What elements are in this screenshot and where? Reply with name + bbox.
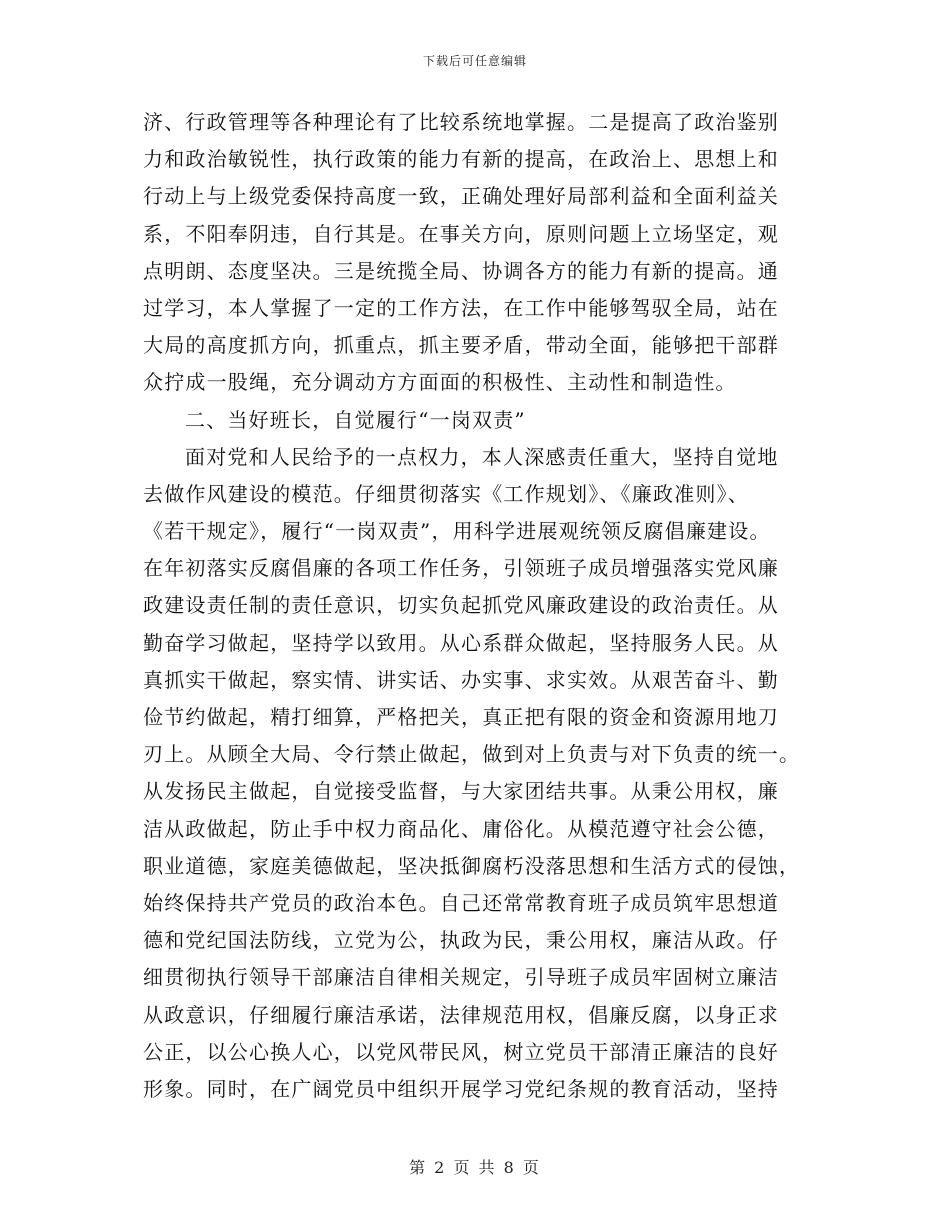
body-line: 力和政治敏锐性，执行政策的能力有新的提高，在政治上、思想上和 <box>143 147 779 172</box>
body-line: 面对党和人民给予的一点权力，本人深感责任重大，坚持自觉地 <box>185 444 779 469</box>
body-line: 政建设责任制的责任意识，切实负起抓党风廉政建设的政治责任。从 <box>143 593 779 618</box>
body-line: 行动上与上级党委保持高度一致，正确处理好局部利益和全面利益关 <box>143 184 779 209</box>
body-line: 刃上。从顾全大局、令行禁止做起，做到对上负责与对下负责的统一。 <box>143 742 801 767</box>
section-heading: 二、当好班长，自觉履行“一岗双责” <box>185 407 526 432</box>
body-line: 众拧成一股绳，充分调动方方面面的积极性、主动性和制造性。 <box>143 370 737 395</box>
body-line: 系，不阳奉阴违，自行其是。在事关方向，原则问题上立场坚定，观 <box>143 221 779 246</box>
body-line: 公正，以公心换人心，以党风带民风，树立党员干部清正廉洁的良好 <box>143 1039 779 1064</box>
body-line: 洁从政做起，防止手中权力商品化、庸俗化。从模范遵守社会公德， <box>143 816 779 841</box>
body-line: 《若干规定》，履行“一岗双责”，用科学进展观统领反腐倡廉建设。 <box>143 519 771 544</box>
body-line: 真抓实干做起，察实情、讲实话、办实事、求实效。从艰苦奋斗、勤 <box>143 667 779 692</box>
body-line: 大局的高度抓方向，抓重点，抓主要矛盾，带动全面，能够把干部群 <box>143 333 779 358</box>
body-line: 俭节约做起，精打细算，严格把关，真正把有限的资金和资源用地刀 <box>143 705 779 729</box>
body-line: 去做作风建设的模范。仔细贯彻落实《工作规划》、《廉政准则》、 <box>143 481 749 506</box>
page-header: 下载后可任意编辑 <box>422 54 527 68</box>
body-line: 济、行政管理等各种理论有了比较系统地掌握。二是提高了政治鉴别 <box>143 110 779 134</box>
body-line: 从政意识，仔细履行廉洁承诺，法律规范用权，倡廉反腐，以身正求 <box>143 1002 779 1027</box>
body-line: 形象。同时，在广阔党员中组织开展学习党纪条规的教育活动，坚持 <box>143 1076 779 1101</box>
body-line: 始终保持共产党员的政治本色。自己还常常教育班子成员筑牢思想道 <box>143 890 779 915</box>
body-line: 过学习，本人掌握了一定的工作方法，在工作中能够驾驭全局，站在 <box>143 295 779 320</box>
body-line: 从发扬民主做起，自觉接受监督，与大家团结共事。从秉公用权，廉 <box>143 779 779 804</box>
body-line: 德和党纪国法防线，立党为公，执政为民，秉公用权，廉洁从政。仔 <box>143 928 779 953</box>
body-line: 职业道德，家庭美德做起，坚决抵御腐朽没落思想和生活方式的侵蚀， <box>143 853 801 878</box>
page-number-footer: 第 2 页 共 8 页 <box>409 1158 541 1177</box>
body-line: 细贯彻执行领导干部廉洁自律相关规定，引导班子成员牢固树立廉洁 <box>143 965 779 990</box>
body-line: 勤奋学习做起，坚持学以致用。从心系群众做起，坚持服务人民。从 <box>143 630 779 655</box>
document-body <box>143 104 823 1108</box>
body-line: 在年初落实反腐倡廉的各项工作任务，引领班子成员增强落实党风廉 <box>143 556 779 581</box>
body-line: 点明朗、态度坚决。三是统揽全局、协调各方的能力有新的提高。通 <box>143 258 779 283</box>
